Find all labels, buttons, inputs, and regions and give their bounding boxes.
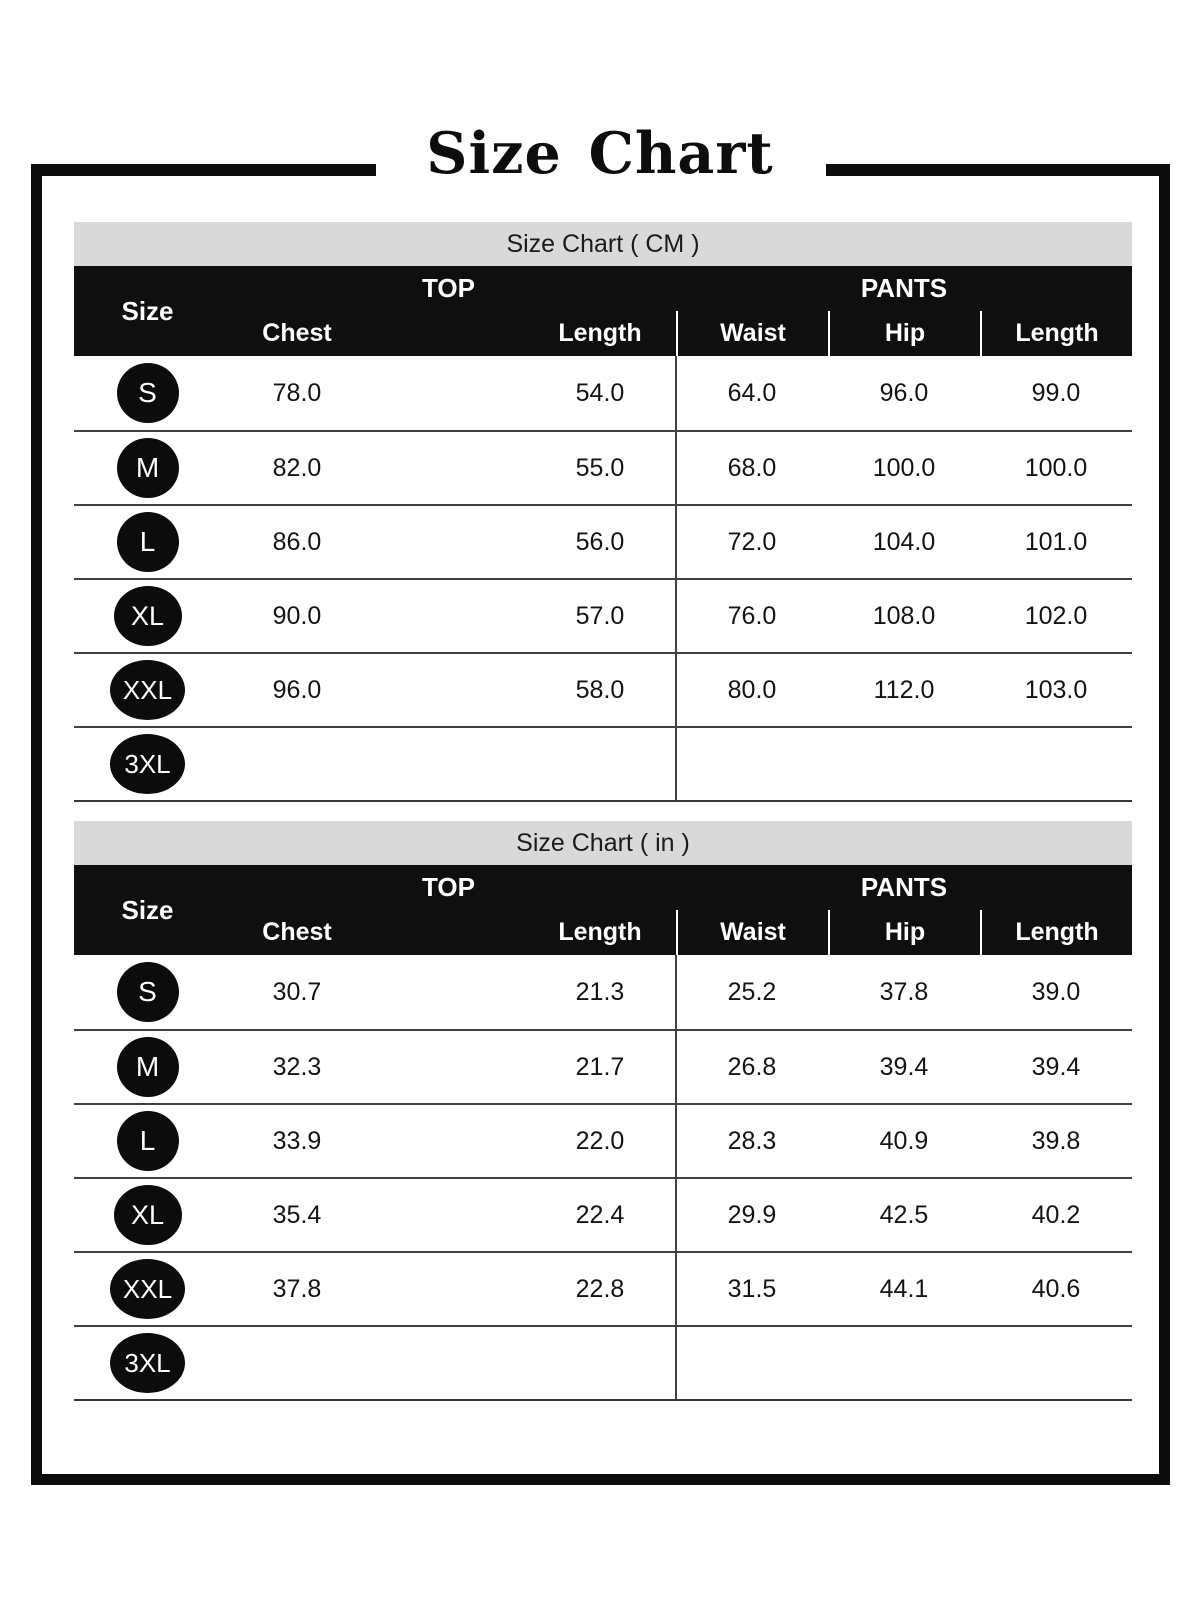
table-row [74, 356, 1132, 430]
size-cell [74, 728, 221, 800]
cell-pants-hip: 37.8 [879, 977, 929, 1006]
header-chest: Chest [262, 319, 332, 347]
cell-top-chest: 33.9 [272, 1126, 322, 1155]
cell-top-length: 57.0 [575, 601, 625, 630]
cell-pants-length [980, 1327, 1132, 1399]
size-chart-table-cm [74, 222, 1132, 802]
header-top-length: Length [558, 918, 642, 946]
size-cell [74, 654, 221, 726]
cell-top-length: 58.0 [575, 675, 625, 704]
cell-pants-hip: 44.1 [879, 1274, 929, 1303]
table-caption-in: Size Chart ( in ) [74, 821, 1132, 865]
header-size: Size [121, 894, 174, 925]
size-chart-table-in [74, 821, 1132, 1401]
table-row [74, 1325, 1132, 1399]
cell-pants-waist: 25.2 [727, 977, 777, 1006]
table-body-in [74, 955, 1132, 1401]
size-badge: S [117, 962, 179, 1022]
size-badge: L [117, 512, 179, 572]
cell-top-length: 22.8 [575, 1274, 625, 1303]
size-badge: XL [114, 586, 182, 646]
cell-top-length: 21.7 [575, 1052, 625, 1081]
header-size: Size [121, 295, 174, 326]
cell-pants-hip: 39.4 [879, 1052, 929, 1081]
cell-top-chest: 78.0 [272, 378, 322, 407]
cell-top-chest [221, 1327, 373, 1399]
cell-pants-hip: 112.0 [873, 675, 935, 704]
header-top-group: TOP [422, 273, 475, 303]
table-row [74, 430, 1132, 504]
cell-pants-hip [828, 1327, 980, 1399]
header-waist: Waist [676, 311, 828, 356]
size-cell [74, 1105, 221, 1177]
cell-pants-waist: 68.0 [727, 453, 777, 482]
cell-top-chest: 37.8 [272, 1274, 322, 1303]
column-divider-line [675, 955, 677, 1399]
size-cell [74, 580, 221, 652]
size-badge: L [117, 1111, 179, 1171]
table-header-in [74, 865, 1132, 955]
header-pants-group: PANTS [860, 872, 948, 902]
cell-top-length [524, 1327, 676, 1399]
cell-pants-waist: 76.0 [727, 601, 777, 630]
table-row [74, 652, 1132, 726]
cell-pants-length: 103.0 [1024, 675, 1088, 704]
header-top-length: Length [558, 319, 642, 347]
size-badge: 3XL [110, 734, 185, 794]
cell-pants-length: 100.0 [1024, 453, 1088, 482]
cell-top-length: 22.4 [575, 1200, 625, 1229]
page-title: Size Chart [426, 120, 774, 187]
size-cell [74, 955, 221, 1029]
cell-top-chest: 82.0 [272, 453, 322, 482]
cell-pants-hip: 96.0 [879, 378, 929, 407]
cell-pants-waist: 72.0 [727, 527, 777, 556]
size-badge: XXL [110, 1259, 185, 1319]
cell-pants-hip: 104.0 [872, 527, 936, 556]
cell-pants-length: 99.0 [1031, 378, 1081, 407]
cell-top-chest: 86.0 [272, 527, 322, 556]
cell-pants-hip: 40.9 [879, 1126, 929, 1155]
cell-top-length: 54.0 [575, 378, 625, 407]
cell-top-length: 22.0 [575, 1126, 625, 1155]
cell-pants-hip [828, 728, 980, 800]
header-pants-length: Length [980, 910, 1132, 955]
cell-top-chest: 90.0 [272, 601, 322, 630]
size-badge: S [117, 363, 179, 423]
table-row [74, 1177, 1132, 1251]
cell-pants-waist: 29.9 [727, 1200, 777, 1229]
cell-pants-waist [676, 1327, 828, 1399]
header-pants-length: Length [980, 311, 1132, 356]
table-row [74, 1251, 1132, 1325]
cell-pants-hip: 108.0 [872, 601, 936, 630]
cell-pants-hip: 100.0 [872, 453, 936, 482]
cell-top-chest: 32.3 [272, 1052, 322, 1081]
size-cell [74, 1031, 221, 1103]
cell-pants-length: 39.8 [1031, 1126, 1081, 1155]
table-body-cm [74, 356, 1132, 802]
size-cell [74, 1253, 221, 1325]
cell-pants-length: 39.4 [1031, 1052, 1081, 1081]
size-cell [74, 356, 221, 430]
size-badge: M [117, 438, 179, 498]
cell-pants-length: 40.2 [1031, 1200, 1081, 1229]
table-row [74, 1029, 1132, 1103]
column-divider-line [675, 356, 677, 800]
cell-pants-waist: 64.0 [727, 378, 777, 407]
size-badge: M [117, 1037, 179, 1097]
cell-pants-length: 102.0 [1024, 601, 1088, 630]
cell-pants-waist: 31.5 [727, 1274, 777, 1303]
table-row [74, 578, 1132, 652]
table-caption-cm: Size Chart ( CM ) [74, 222, 1132, 266]
cell-pants-length: 101.0 [1024, 527, 1088, 556]
cell-pants-hip: 42.5 [879, 1200, 929, 1229]
size-cell [74, 432, 221, 504]
table-header-cm [74, 266, 1132, 356]
cell-pants-length [980, 728, 1132, 800]
size-badge: XL [114, 1185, 182, 1245]
cell-pants-waist: 26.8 [727, 1052, 777, 1081]
table-row [74, 726, 1132, 800]
cell-top-chest: 35.4 [272, 1200, 322, 1229]
cell-pants-length: 40.6 [1031, 1274, 1081, 1303]
size-badge: 3XL [110, 1333, 185, 1393]
cell-top-chest: 30.7 [272, 977, 322, 1006]
header-waist: Waist [676, 910, 828, 955]
header-hip: Hip [828, 910, 980, 955]
cell-pants-waist: 80.0 [727, 675, 777, 704]
size-cell [74, 1179, 221, 1251]
cell-top-chest [221, 728, 373, 800]
size-cell [74, 506, 221, 578]
header-pants-group: PANTS [860, 273, 948, 303]
cell-top-length: 55.0 [575, 453, 625, 482]
size-badge: XXL [110, 660, 185, 720]
table-row [74, 955, 1132, 1029]
cell-top-chest: 96.0 [272, 675, 322, 704]
table-row [74, 1103, 1132, 1177]
cell-top-length [524, 728, 676, 800]
table-row [74, 504, 1132, 578]
cell-top-length: 21.3 [575, 977, 625, 1006]
cell-pants-waist [676, 728, 828, 800]
header-hip: Hip [828, 311, 980, 356]
cell-pants-length: 39.0 [1031, 977, 1081, 1006]
cell-pants-waist: 28.3 [727, 1126, 777, 1155]
header-top-group: TOP [422, 872, 475, 902]
header-chest: Chest [262, 918, 332, 946]
cell-top-length: 56.0 [575, 527, 625, 556]
size-cell [74, 1327, 221, 1399]
